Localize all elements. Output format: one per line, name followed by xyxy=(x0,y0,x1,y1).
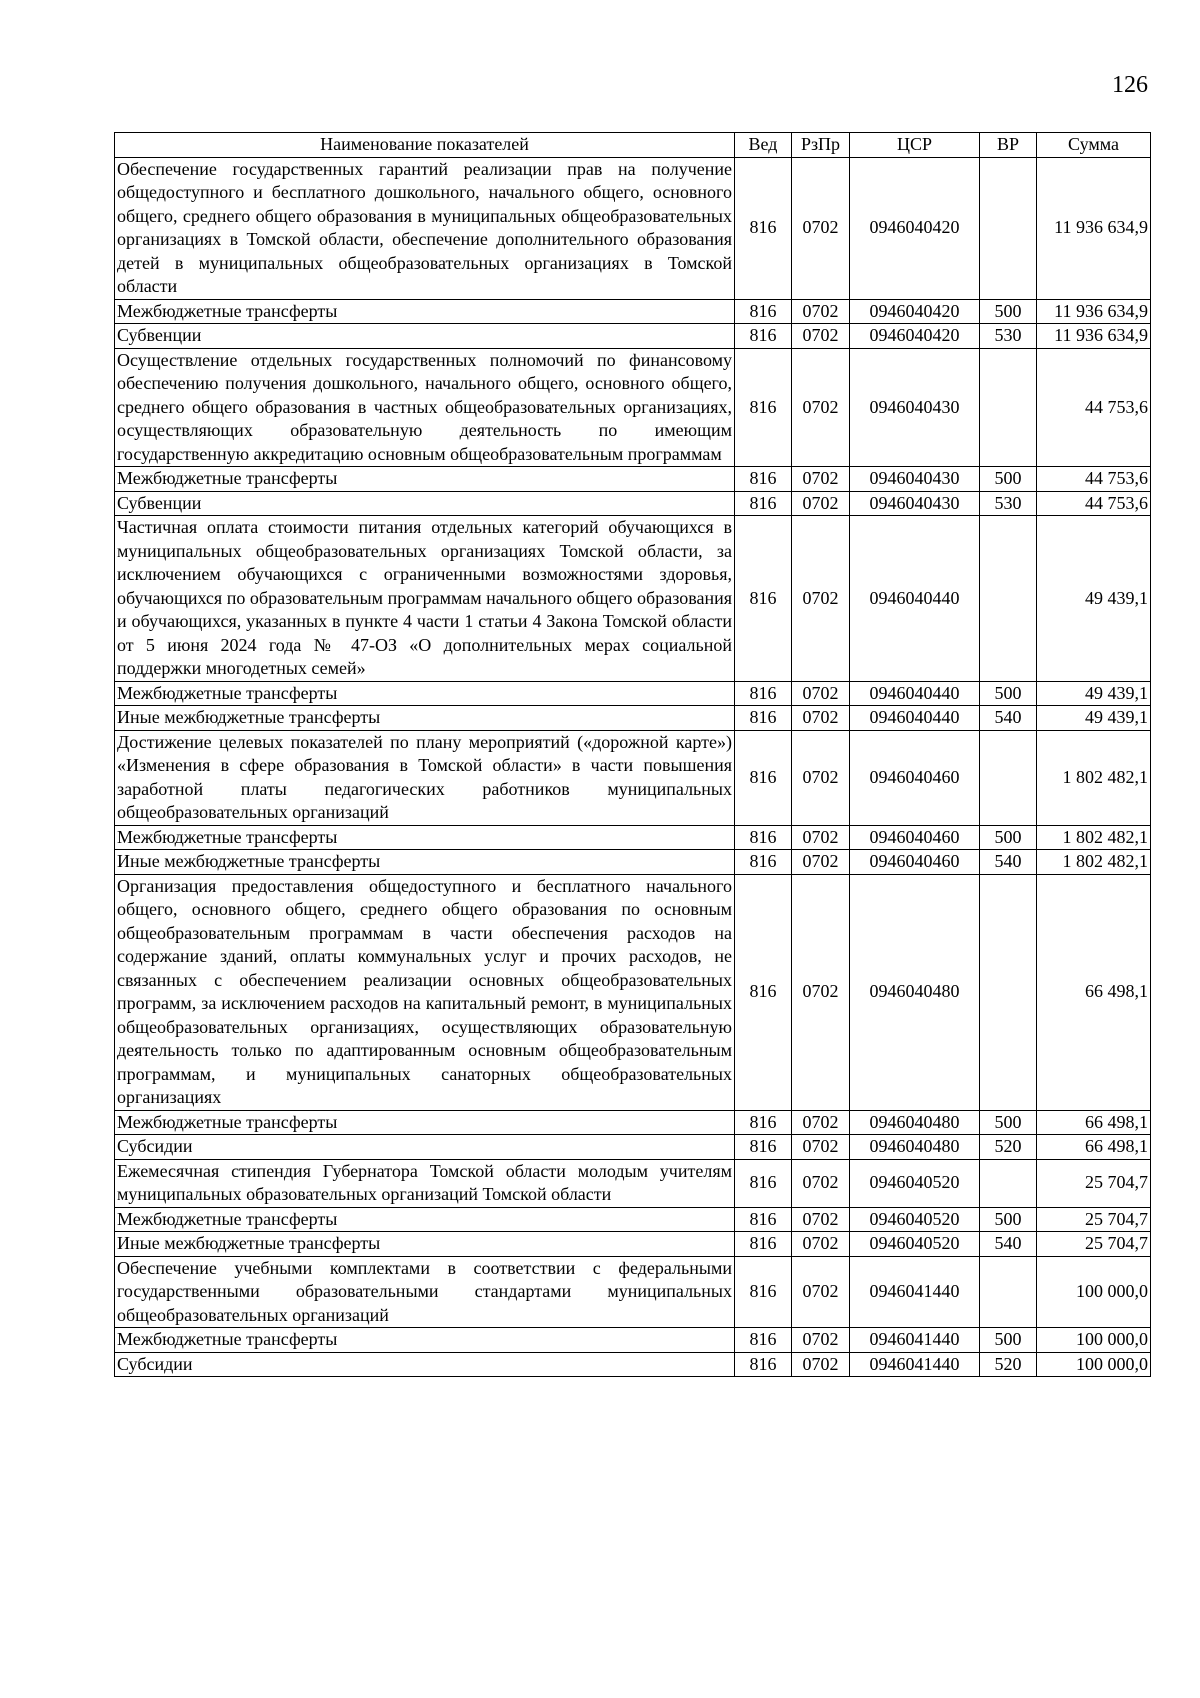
row-csr-cell: 0946040460 xyxy=(850,825,980,850)
table-row xyxy=(115,299,1151,324)
row-name-cell: Иные межбюджетные трансферты xyxy=(115,706,735,731)
row-ved-cell: 816 xyxy=(735,730,792,825)
row-rzpr-cell: 0702 xyxy=(792,1110,850,1135)
row-vr-cell: 500 xyxy=(980,1110,1037,1135)
column-header-sum: Сумма xyxy=(1037,133,1151,158)
row-name-cell: Межбюджетные трансферты xyxy=(115,825,735,850)
row-rzpr-cell: 0702 xyxy=(792,1328,850,1353)
row-name-cell: Иные межбюджетные трансферты xyxy=(115,850,735,875)
row-vr-cell: 520 xyxy=(980,1135,1037,1160)
row-rzpr-cell: 0702 xyxy=(792,1159,850,1207)
row-ved-cell: 816 xyxy=(735,1159,792,1207)
row-rzpr-cell: 0702 xyxy=(792,1352,850,1377)
row-csr-cell: 0946040480 xyxy=(850,1135,980,1160)
row-name-cell: Организация предоставления общедоступного и бесплатного начального общего, основного общего, среднего общего образования по основным общеобразовательным программам в части обеспечения расходов на содержание зданий, оплаты коммунальных услуг и прочих расходов, не связанных с обеспечением реализации основных общеобразовательных программ, за исключением расходов на капитальный ремонт, в муниципальных общеобразовательных организациях, осуществляющих образовательную деятельность только по адаптированным основным общеобразовательным программам, и муниципальных санаторных общеобразовательных организациях xyxy=(115,874,735,1110)
table-row xyxy=(115,730,1151,825)
row-ved-cell: 816 xyxy=(735,467,792,492)
budget-table xyxy=(114,132,1151,1377)
row-ved-cell: 816 xyxy=(735,1232,792,1257)
table-row xyxy=(115,1328,1151,1353)
table-row xyxy=(115,348,1151,467)
row-vr-cell: 500 xyxy=(980,299,1037,324)
row-csr-cell: 0946041440 xyxy=(850,1328,980,1353)
row-vr-cell: 530 xyxy=(980,491,1037,516)
row-csr-cell: 0946040520 xyxy=(850,1159,980,1207)
row-sum-cell: 25 704,7 xyxy=(1037,1207,1151,1232)
row-vr-cell: 500 xyxy=(980,1328,1037,1353)
row-rzpr-cell: 0702 xyxy=(792,850,850,875)
row-vr-cell: 540 xyxy=(980,1232,1037,1257)
column-header-ved: Вед xyxy=(735,133,792,158)
row-sum-cell: 44 753,6 xyxy=(1037,467,1151,492)
row-rzpr-cell: 0702 xyxy=(792,299,850,324)
row-csr-cell: 0946040480 xyxy=(850,874,980,1110)
table-row xyxy=(115,1159,1151,1207)
row-name-cell: Частичная оплата стоимости питания отдельных категорий обучающихся в муниципальных общеобразовательных организациях Томской области, за исключением обучающихся с ограниченными возможностями здоровья, обучающихся по образовательным программам начального общего образования и обучающихся, указанных в пункте 4 части 1 статьи 4 Закона Томской области от 5 июня 2024 года № 47-ОЗ «О дополнительных мерах социальной поддержки многодетных семей» xyxy=(115,516,735,682)
row-csr-cell: 0946040520 xyxy=(850,1232,980,1257)
table-row xyxy=(115,1232,1151,1257)
table-row xyxy=(115,324,1151,349)
row-vr-cell: 530 xyxy=(980,324,1037,349)
row-sum-cell: 1 802 482,1 xyxy=(1037,850,1151,875)
row-vr-cell xyxy=(980,516,1037,682)
row-sum-cell: 44 753,6 xyxy=(1037,491,1151,516)
row-ved-cell: 816 xyxy=(735,706,792,731)
row-ved-cell: 816 xyxy=(735,1352,792,1377)
row-vr-cell: 500 xyxy=(980,1207,1037,1232)
row-csr-cell: 0946040420 xyxy=(850,299,980,324)
table-header-row xyxy=(115,133,1151,158)
row-csr-cell: 0946041440 xyxy=(850,1256,980,1328)
row-ved-cell: 816 xyxy=(735,874,792,1110)
page-number: 126 xyxy=(1112,72,1148,98)
row-rzpr-cell: 0702 xyxy=(792,825,850,850)
table-row xyxy=(115,157,1151,299)
row-csr-cell: 0946040420 xyxy=(850,157,980,299)
row-csr-cell: 0946040430 xyxy=(850,491,980,516)
table-row xyxy=(115,681,1151,706)
column-header-name: Наименование показателей xyxy=(115,133,735,158)
row-vr-cell: 500 xyxy=(980,825,1037,850)
row-sum-cell: 66 498,1 xyxy=(1037,874,1151,1110)
table-row xyxy=(115,1207,1151,1232)
table-row xyxy=(115,467,1151,492)
row-vr-cell xyxy=(980,157,1037,299)
row-rzpr-cell: 0702 xyxy=(792,1207,850,1232)
table-row xyxy=(115,1110,1151,1135)
row-ved-cell: 816 xyxy=(735,491,792,516)
row-rzpr-cell: 0702 xyxy=(792,348,850,467)
row-rzpr-cell: 0702 xyxy=(792,467,850,492)
row-ved-cell: 816 xyxy=(735,1328,792,1353)
row-ved-cell: 816 xyxy=(735,324,792,349)
row-ved-cell: 816 xyxy=(735,1110,792,1135)
row-csr-cell: 0946040420 xyxy=(850,324,980,349)
row-rzpr-cell: 0702 xyxy=(792,157,850,299)
row-sum-cell: 49 439,1 xyxy=(1037,681,1151,706)
row-sum-cell: 1 802 482,1 xyxy=(1037,825,1151,850)
row-ved-cell: 816 xyxy=(735,1135,792,1160)
row-csr-cell: 0946040440 xyxy=(850,681,980,706)
table-row xyxy=(115,874,1151,1110)
row-name-cell: Субсидии xyxy=(115,1135,735,1160)
row-rzpr-cell: 0702 xyxy=(792,874,850,1110)
row-rzpr-cell: 0702 xyxy=(792,324,850,349)
row-vr-cell: 520 xyxy=(980,1352,1037,1377)
row-ved-cell: 816 xyxy=(735,299,792,324)
column-header-vr: ВР xyxy=(980,133,1037,158)
row-name-cell: Субвенции xyxy=(115,324,735,349)
row-sum-cell: 11 936 634,9 xyxy=(1037,157,1151,299)
row-sum-cell: 100 000,0 xyxy=(1037,1328,1151,1353)
row-ved-cell: 816 xyxy=(735,157,792,299)
row-name-cell: Субсидии xyxy=(115,1352,735,1377)
row-name-cell: Достижение целевых показателей по плану мероприятий («дорожной карте») «Изменения в сфере образования в Томской области» в части повышения заработной платы педагогических работников муниципальных общеобразовательных организаций xyxy=(115,730,735,825)
table-row xyxy=(115,825,1151,850)
row-name-cell: Межбюджетные трансферты xyxy=(115,1110,735,1135)
row-csr-cell: 0946040430 xyxy=(850,467,980,492)
row-rzpr-cell: 0702 xyxy=(792,491,850,516)
row-ved-cell: 816 xyxy=(735,681,792,706)
row-ved-cell: 816 xyxy=(735,825,792,850)
row-ved-cell: 816 xyxy=(735,850,792,875)
row-csr-cell: 0946040430 xyxy=(850,348,980,467)
table-row xyxy=(115,491,1151,516)
row-sum-cell: 25 704,7 xyxy=(1037,1232,1151,1257)
row-rzpr-cell: 0702 xyxy=(792,681,850,706)
row-csr-cell: 0946040460 xyxy=(850,730,980,825)
row-name-cell: Ежемесячная стипендия Губернатора Томской области молодым учителям муниципальных образовательных организаций Томской области xyxy=(115,1159,735,1207)
table-row xyxy=(115,1256,1151,1328)
row-name-cell: Межбюджетные трансферты xyxy=(115,467,735,492)
row-vr-cell: 500 xyxy=(980,681,1037,706)
row-rzpr-cell: 0702 xyxy=(792,516,850,682)
table-row xyxy=(115,516,1151,682)
table-row xyxy=(115,1135,1151,1160)
row-vr-cell xyxy=(980,1256,1037,1328)
row-vr-cell: 540 xyxy=(980,850,1037,875)
row-vr-cell xyxy=(980,874,1037,1110)
row-csr-cell: 0946040480 xyxy=(850,1110,980,1135)
row-sum-cell: 11 936 634,9 xyxy=(1037,324,1151,349)
table-row xyxy=(115,1352,1151,1377)
row-rzpr-cell: 0702 xyxy=(792,730,850,825)
row-name-cell: Обеспечение учебными комплектами в соответствии с федеральными государственными образовательными стандартами муниципальных общеобразовательных организаций xyxy=(115,1256,735,1328)
row-vr-cell xyxy=(980,348,1037,467)
row-name-cell: Субвенции xyxy=(115,491,735,516)
row-sum-cell: 25 704,7 xyxy=(1037,1159,1151,1207)
row-vr-cell xyxy=(980,730,1037,825)
row-rzpr-cell: 0702 xyxy=(792,1135,850,1160)
row-ved-cell: 816 xyxy=(735,1256,792,1328)
row-sum-cell: 100 000,0 xyxy=(1037,1352,1151,1377)
row-ved-cell: 816 xyxy=(735,348,792,467)
row-name-cell: Межбюджетные трансферты xyxy=(115,1207,735,1232)
row-vr-cell: 540 xyxy=(980,706,1037,731)
row-csr-cell: 0946040440 xyxy=(850,706,980,731)
row-sum-cell: 44 753,6 xyxy=(1037,348,1151,467)
column-header-csr: ЦСР xyxy=(850,133,980,158)
column-header-rzpr: РзПр xyxy=(792,133,850,158)
row-rzpr-cell: 0702 xyxy=(792,1232,850,1257)
row-sum-cell: 66 498,1 xyxy=(1037,1110,1151,1135)
row-sum-cell: 1 802 482,1 xyxy=(1037,730,1151,825)
row-name-cell: Иные межбюджетные трансферты xyxy=(115,1232,735,1257)
row-name-cell: Осуществление отдельных государственных полномочий по финансовому обеспечению получения дошкольного, начального общего, основного общего, среднего общего образования в частных общеобразовательных организациях, осуществляющих образовательную деятельность по имеющим государственную аккредитацию основным общеобразовательным программам xyxy=(115,348,735,467)
row-csr-cell: 0946041440 xyxy=(850,1352,980,1377)
row-name-cell: Обеспечение государственных гарантий реализации прав на получение общедоступного и бесплатного дошкольного, начального общего, основного общего, среднего общего образования в муниципальных общеобразовательных организациях в Томской области, обеспечение дополнительного образования детей в муниципальных общеобразовательных организациях в Томской области xyxy=(115,157,735,299)
row-name-cell: Межбюджетные трансферты xyxy=(115,1328,735,1353)
row-rzpr-cell: 0702 xyxy=(792,706,850,731)
row-sum-cell: 49 439,1 xyxy=(1037,706,1151,731)
row-ved-cell: 816 xyxy=(735,516,792,682)
row-name-cell: Межбюджетные трансферты xyxy=(115,681,735,706)
row-ved-cell: 816 xyxy=(735,1207,792,1232)
row-csr-cell: 0946040520 xyxy=(850,1207,980,1232)
row-sum-cell: 66 498,1 xyxy=(1037,1135,1151,1160)
row-vr-cell xyxy=(980,1159,1037,1207)
row-name-cell: Межбюджетные трансферты xyxy=(115,299,735,324)
table-row xyxy=(115,706,1151,731)
row-vr-cell: 500 xyxy=(980,467,1037,492)
row-csr-cell: 0946040440 xyxy=(850,516,980,682)
row-sum-cell: 100 000,0 xyxy=(1037,1256,1151,1328)
row-rzpr-cell: 0702 xyxy=(792,1256,850,1328)
table-row xyxy=(115,850,1151,875)
table-body xyxy=(115,157,1151,1377)
row-csr-cell: 0946040460 xyxy=(850,850,980,875)
row-sum-cell: 49 439,1 xyxy=(1037,516,1151,682)
row-sum-cell: 11 936 634,9 xyxy=(1037,299,1151,324)
